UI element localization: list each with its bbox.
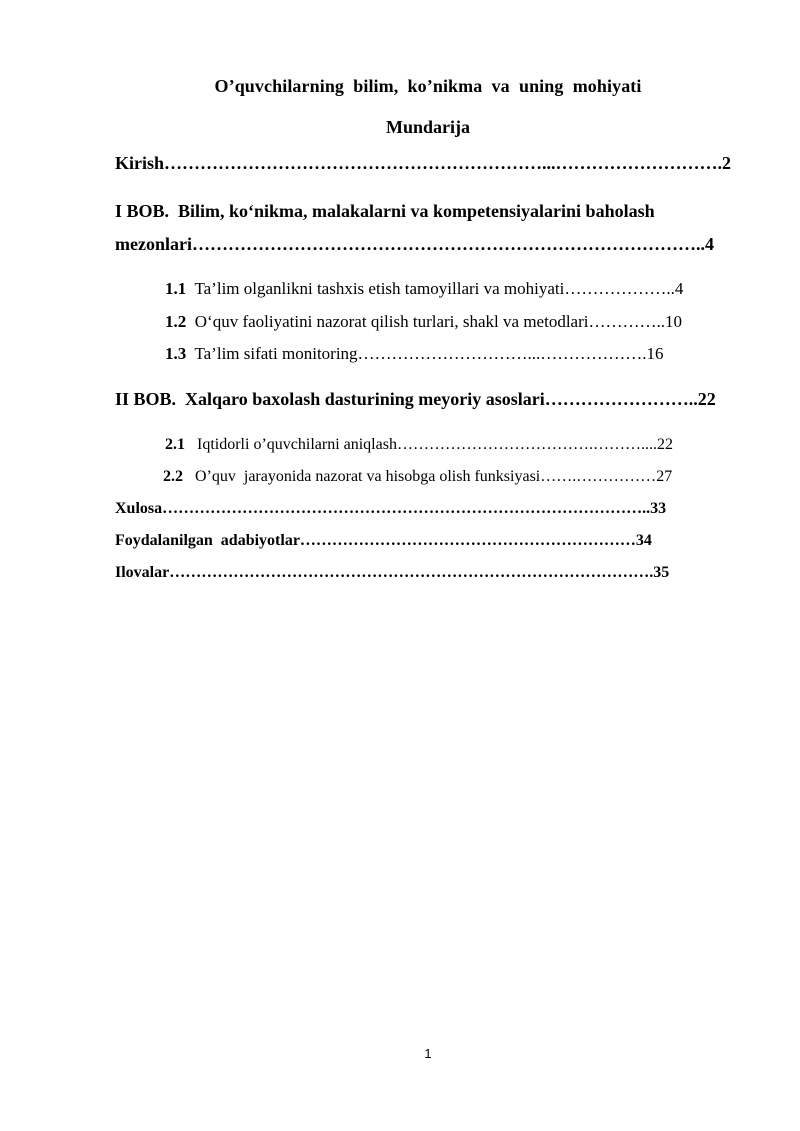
section-number: 2.1 bbox=[165, 436, 185, 453]
section-number: 1.2 bbox=[165, 312, 187, 331]
section-title: Ta’lim olganlikni tashxis etish tamoyillari va mohiyati………………..4 bbox=[186, 279, 684, 298]
document-title: O’quvchilarning bilim, ko’nikma va uning mohiyati bbox=[214, 76, 642, 96]
toc-entry-section-2-1 bbox=[165, 434, 673, 456]
section-title: O’quv jarayonida nazorat va hisobga olish funksiyasi…….……………27 bbox=[183, 468, 673, 485]
toc-entry-kirish: Kirish………………………………………………………...……………………….2 bbox=[115, 153, 732, 173]
section-title: O‘quv faoliyatini nazorat qilish turlari, shakl va metodlari…………..10 bbox=[186, 312, 682, 331]
section-title: Ta’lim sifati monitoring…………………………...……………….16 bbox=[186, 344, 664, 363]
section-number: 1.1 bbox=[165, 279, 187, 298]
toc-entry-section-1-3 bbox=[165, 343, 664, 365]
toc-entry-chapter-2: II BOB. Xalqaro baxolash dasturining meyoriy asoslari……………………..22 bbox=[115, 389, 716, 409]
toc-entry-section-2-2 bbox=[163, 466, 672, 488]
toc-entry-chapter-1-continued: mezonlari…………………………………………………………………………..4 bbox=[115, 234, 714, 254]
section-number: 2.2 bbox=[163, 468, 183, 485]
toc-entry-section-1-2 bbox=[165, 311, 682, 333]
toc-entry-adabiyotlar: Foydalanilgan adabiyotlar………………………………………………………34 bbox=[115, 532, 652, 549]
toc-entry-ilovalar: Ilovalar……………………………………………………………………………….35 bbox=[115, 564, 670, 581]
toc-entry-chapter-1-title: I BOB. Bilim, ko‘nikma, malakalarni va kompetensiyalarini baholash bbox=[115, 201, 655, 221]
section-title: Iqtidorli o’quvchilarni aniqlash……………………………….………....22 bbox=[185, 436, 673, 453]
page-number: 1 bbox=[424, 1046, 432, 1061]
toc-heading: Mundarija bbox=[385, 117, 470, 137]
toc-entry-section-1-1 bbox=[165, 278, 683, 300]
toc-entry-xulosa: Xulosa………………………………………………………………………………..33 bbox=[115, 500, 667, 517]
section-number: 1.3 bbox=[165, 344, 187, 363]
